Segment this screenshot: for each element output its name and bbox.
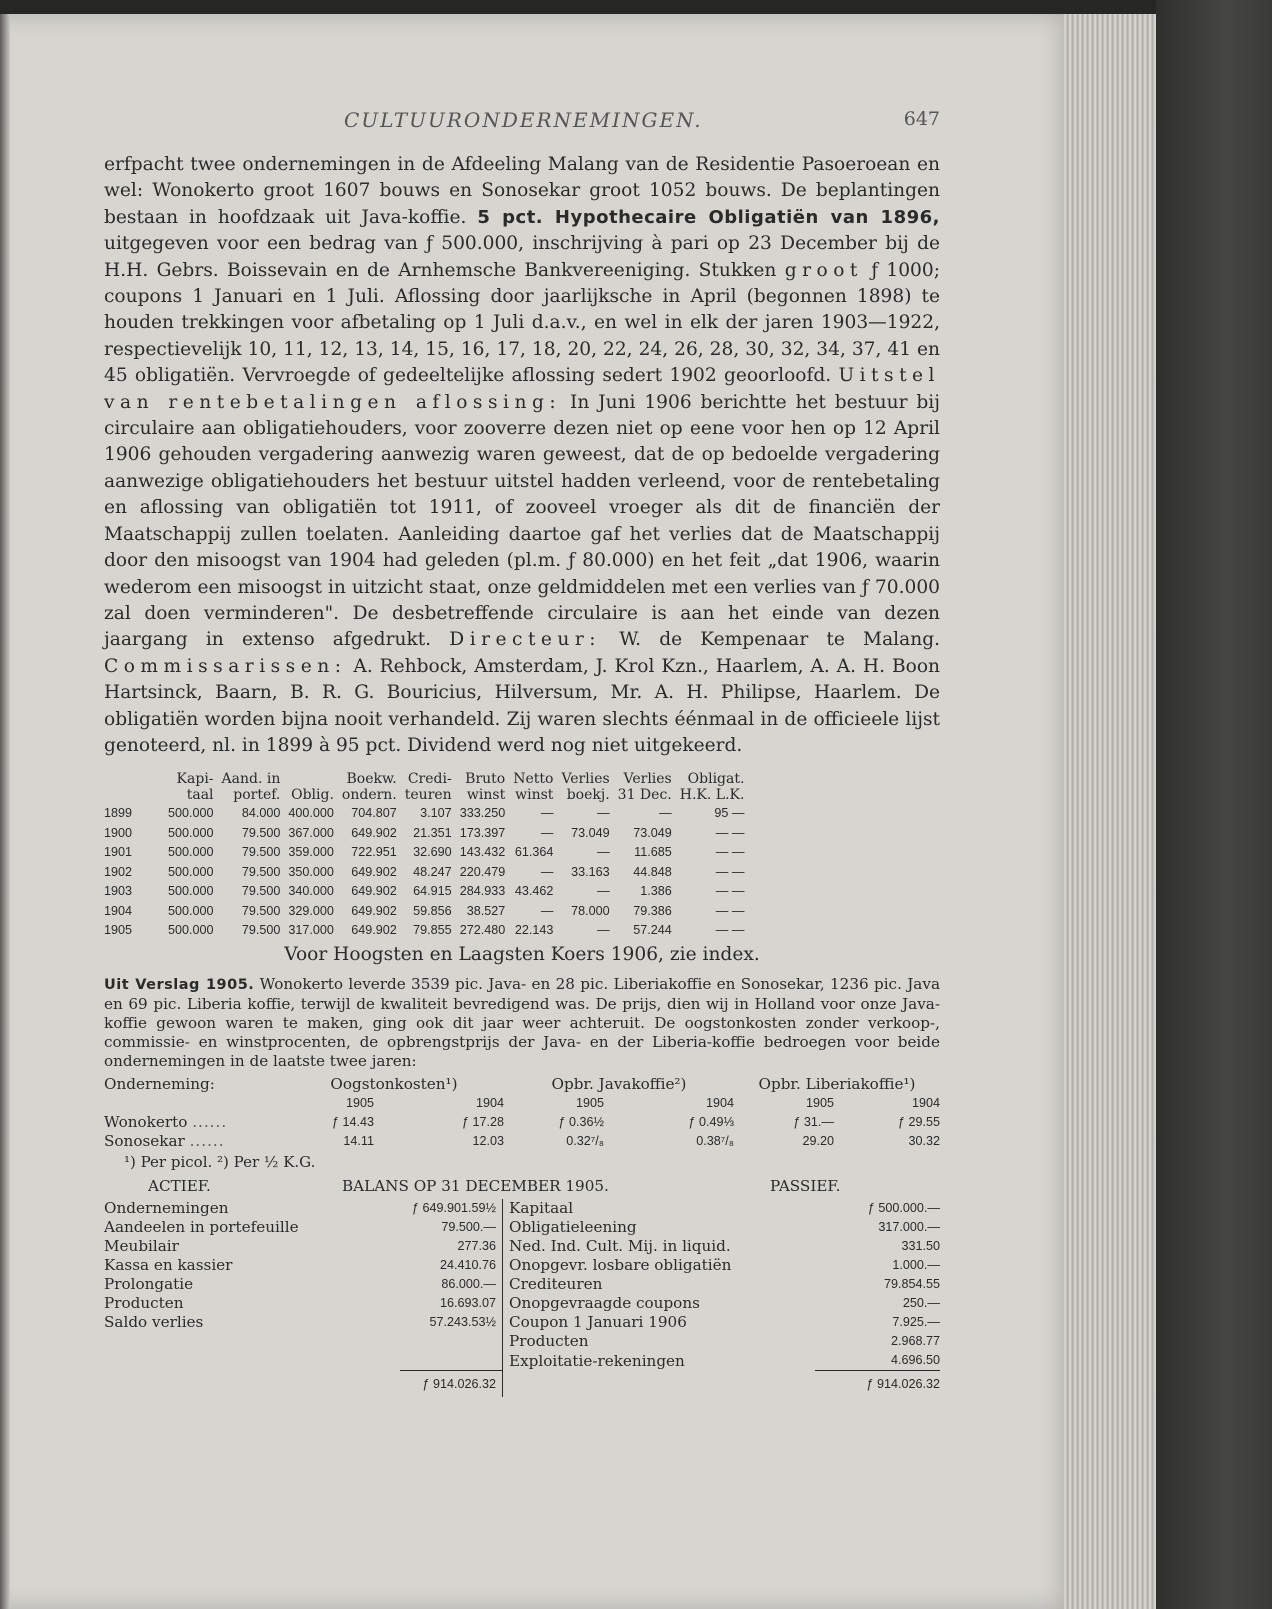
financial-table-header xyxy=(104,771,748,803)
financial-row xyxy=(104,862,748,882)
value-cell: 220.479 xyxy=(459,864,506,879)
page-stack-edge xyxy=(1064,14,1156,1609)
asset-value: 57.243.53½ xyxy=(400,1313,503,1332)
value-cell: 79.500 xyxy=(241,825,281,840)
text-segment: A. Rehbock, Amsterdam, J. Krol Kzn., Haarlem, A. A. H. Boon Hartsinck, Baarn, B. R. G. Bouricius, Hilversum, Mr. A. H. Philipse, Haarlem. De obligatiën worden bijna nooit verhandeld. Zij waren slechts éénmaal in de officieele lijst genoteerd, nl. in 1899 à 95 pct. Dividend werd nog niet uitgekeerd. xyxy=(104,655,940,756)
harvest-value: ƒ 0.36½ xyxy=(558,1115,604,1130)
value-cell: — xyxy=(597,845,610,860)
harvest-row xyxy=(104,1113,940,1132)
company-paragraph xyxy=(104,152,940,759)
harvest-col-liberia: Opbr. Liberiakoffie¹) xyxy=(758,1075,916,1094)
leader-dots: ...... xyxy=(189,1132,225,1151)
value-cell: 340.000 xyxy=(288,884,334,899)
main-text xyxy=(104,152,940,759)
value-cell: — — xyxy=(715,864,745,879)
spaced-term: Commissarissen: xyxy=(104,655,347,677)
value-cell: 78.000 xyxy=(571,903,610,918)
value-cell: 73.049 xyxy=(571,825,610,840)
value-cell: 333.250 xyxy=(459,806,506,821)
liability-label: Crediteuren xyxy=(509,1275,603,1294)
balance-sheet xyxy=(104,1199,940,1397)
asset-label: Aandeelen in portefeuille xyxy=(104,1218,299,1237)
value-cell: 57.244 xyxy=(633,923,672,938)
asset-label: Meubilair xyxy=(104,1237,179,1256)
value-cell: 500.000 xyxy=(168,864,214,879)
financial-row xyxy=(104,823,748,843)
liability-label: Obligatieleening xyxy=(509,1218,637,1237)
liability-label: Ned. Ind. Cult. Mij. in liquid. xyxy=(509,1237,731,1256)
asset-value: 86.000.— xyxy=(400,1275,503,1294)
harvest-value: 0.32⁷/₈ xyxy=(566,1134,604,1149)
estate-name: Sonosekar xyxy=(104,1132,185,1151)
liability-value: 250.— xyxy=(902,1296,940,1311)
value-cell: — xyxy=(597,923,610,938)
liability-label: Onopgevraagde coupons xyxy=(509,1294,700,1313)
value-cell: 649.902 xyxy=(351,825,397,840)
year-label: 1905 xyxy=(345,1096,374,1111)
liability-label: Producten xyxy=(509,1332,589,1351)
liability-value: 1.000.— xyxy=(892,1258,940,1273)
value-cell: 22.143 xyxy=(514,923,554,938)
value-cell: 79.500 xyxy=(241,903,281,918)
balance-row xyxy=(104,1237,940,1256)
value-cell: — xyxy=(659,806,672,821)
value-cell: 33.163 xyxy=(571,864,610,879)
asset-label: Prolongatie xyxy=(104,1275,194,1294)
asset-value: 24.410.76 xyxy=(400,1256,503,1275)
value-cell: — xyxy=(540,903,554,918)
value-cell: 79.500 xyxy=(241,923,281,938)
running-title: CULTUURONDERNEMINGEN. xyxy=(344,108,703,132)
liability-value: ƒ 500.000.— xyxy=(867,1201,940,1216)
book-cover-edge xyxy=(1156,0,1272,1609)
value-cell: 3.107 xyxy=(420,806,452,821)
financial-row xyxy=(104,803,748,823)
liability-value: 331.50 xyxy=(901,1239,940,1254)
asset-value: 79.500.— xyxy=(400,1218,503,1237)
balance-row xyxy=(104,1275,940,1294)
value-cell: 704.807 xyxy=(351,806,397,821)
value-cell: 500.000 xyxy=(168,806,214,821)
col-header: Bruto winst xyxy=(465,771,506,804)
value-cell: 48.247 xyxy=(413,864,452,879)
asset-value: 16.693.07 xyxy=(400,1294,503,1313)
harvest-label-header: Onderneming: xyxy=(104,1075,215,1094)
passief-label: PASSIEF. xyxy=(770,1176,841,1195)
value-cell: 500.000 xyxy=(168,825,214,840)
year-cell: 1905 xyxy=(104,923,133,938)
value-cell: 722.951 xyxy=(351,845,397,860)
value-cell: 73.049 xyxy=(633,825,672,840)
liability-value: 4.696.50 xyxy=(890,1353,940,1368)
total-left: ƒ 914.026.32 xyxy=(400,1370,503,1397)
asset-value: 277.36 xyxy=(400,1237,503,1256)
harvest-col-oogst: Oogstonkosten¹) xyxy=(330,1075,458,1094)
value-cell: 21.351 xyxy=(413,825,452,840)
col-header: Verlies boekj. xyxy=(561,771,610,804)
year-cell: 1899 xyxy=(104,806,133,821)
value-cell: 79.500 xyxy=(241,845,281,860)
balance-row xyxy=(104,1218,940,1237)
value-cell: 500.000 xyxy=(168,903,214,918)
financial-row xyxy=(104,920,748,940)
page-number: 647 xyxy=(903,108,940,130)
balance-row xyxy=(104,1199,940,1218)
asset-label xyxy=(104,1332,400,1351)
value-cell: — — xyxy=(715,903,745,918)
harvest-value: ƒ 17.28 xyxy=(461,1115,504,1130)
estate-name: Wonokerto xyxy=(104,1113,188,1132)
value-cell: — xyxy=(597,884,610,899)
balance-row xyxy=(104,1351,940,1371)
harvest-value: ƒ 31.— xyxy=(793,1115,834,1130)
value-cell: 173.397 xyxy=(459,825,506,840)
value-cell: — xyxy=(540,825,554,840)
value-cell: 79.500 xyxy=(241,884,281,899)
year-label: 1904 xyxy=(475,1096,504,1111)
value-cell: 43.462 xyxy=(514,884,554,899)
liability-value: 79.854.55 xyxy=(883,1277,940,1292)
value-cell: 359.000 xyxy=(288,845,334,860)
text-segment: W. de Kempenaar te Malang. xyxy=(619,629,941,651)
page-left-edge xyxy=(0,14,10,1609)
value-cell: 11.685 xyxy=(634,845,672,860)
value-cell: — xyxy=(540,864,554,879)
col-header: Credi- teuren xyxy=(404,771,452,804)
year-cell: 1900 xyxy=(104,825,133,840)
harvest-value: ƒ 29.55 xyxy=(897,1115,940,1130)
value-cell: 32.690 xyxy=(413,845,452,860)
text-segment: ƒ 1000; coupons 1 Januari en 1 Juli. Aflossing door jaarlijksche in April (begonnen 1898) te houden trekkingen voor afbetaling op 1 Juli d.a.v., en wel in elk der jaren 1903—1922, respectievelijk 10, 11, 12, 13, 14, 15, 16, 17, 18, 20, 22, 24, 26, 28, 30, 32, 34, 37, 41 en 45 obligatiën. Vervroegde of gedeeltelijke aflossing sedert 1902 geoorloofd. xyxy=(104,259,940,387)
verslag-heading: Uit Verslag 1905. xyxy=(104,976,255,993)
asset-label: Ondernemingen xyxy=(104,1199,229,1218)
col-header: Netto winst xyxy=(513,771,554,804)
value-cell: 44.848 xyxy=(633,864,672,879)
year-cell: 1904 xyxy=(104,903,133,918)
balance-row xyxy=(104,1313,940,1332)
value-cell: 59.856 xyxy=(413,903,452,918)
value-cell: — — xyxy=(715,825,745,840)
leader-dots: ...... xyxy=(192,1113,228,1132)
value-cell: — — xyxy=(715,884,745,899)
value-cell: 95 — xyxy=(714,806,745,821)
harvest-col-java: Opbr. Javakoffie²) xyxy=(551,1075,687,1094)
col-header: Verlies 31 Dec. xyxy=(617,771,672,804)
col-header: Kapi- taal xyxy=(176,771,214,804)
text-segment: erfpacht twee ondernemingen in de Afdeeling Malang van de Residentie Pasoeroean en wel: Wonokerto groot 1607 bouws en Sonosekar groot 1052 bouws. De beplantingen bestaan in hoofdzaak uit Java-koffie. xyxy=(104,154,940,228)
verslag-paragraph xyxy=(104,975,940,1071)
harvest-years xyxy=(104,1094,940,1113)
liability-value: 2.968.77 xyxy=(890,1334,940,1349)
koers-note: Voor Hoogsten en Laagsten Koers 1906, zie index. xyxy=(284,943,760,965)
value-cell: — xyxy=(540,806,554,821)
spaced-term: groot xyxy=(784,259,863,281)
actief-label: ACTIEF. xyxy=(148,1176,211,1195)
spaced-term: Directeur: xyxy=(449,629,602,651)
balance-heading xyxy=(104,1177,940,1199)
value-cell: 1.386 xyxy=(640,884,672,899)
bond-title: 5 pct. Hypothecaire Obligatiën van 1896, xyxy=(477,206,940,228)
year-label: 1905 xyxy=(805,1096,834,1111)
harvest-value: 29.20 xyxy=(802,1134,834,1149)
text-segment: uitgegeven voor een bedrag van ƒ 500.000, inschrijving à pari op 23 December bij de H.H. Gebrs. Boissevain en de Arnhemsche Bankvereeniging. Stukken xyxy=(104,233,940,281)
value-cell: — xyxy=(597,806,610,821)
value-cell: 284.933 xyxy=(459,884,506,899)
balance-title: BALANS OP 31 DECEMBER 1905. xyxy=(342,1176,609,1195)
text-segment: In Juni 1906 berichtte het bestuur bij circulaire aan obligatiehouders, voor zooverre dezen niet op eene voor hen op 12 April 1906 gehouden vergadering aanwezig waren geweest, dat de op bedoelde vergadering aanwezige obligatiehouders het bestuur uitstel hadden verleend, voor de rentebetaling en aflossing van obligatiën tot 1911, of zooveel vroeger als dit de financiën der Maatschappij zullen toelaten. Aanleiding daartoe gaf het verlies dat de Maatschappij door den misoogst van 1904 had geleden (pl.m. ƒ 80.000) en het feit „dat 1906, waarin wederom een misoogst in uitzicht staat, onze geldmiddelen met een verlies van ƒ 70.000 zal doen verminderen". De desbetreffende circulaire is aan het einde van dezen jaargang in extenso afgedrukt. xyxy=(104,391,940,651)
value-cell: 143.432 xyxy=(459,845,506,860)
year-cell: 1902 xyxy=(104,864,133,879)
harvest-value: ƒ 14.43 xyxy=(331,1115,374,1130)
balance-row xyxy=(104,1332,940,1351)
col-header: Aand. in portef. xyxy=(221,771,281,804)
asset-value xyxy=(400,1351,503,1371)
harvest-value: 14.11 xyxy=(343,1134,374,1149)
value-cell: 500.000 xyxy=(168,884,214,899)
col-header: Boekw. ondern. xyxy=(341,771,397,804)
year-cell: 1901 xyxy=(104,845,133,860)
footnote: ¹) Per picol. ²) Per ½ K.G. xyxy=(124,1152,316,1171)
asset-label xyxy=(104,1351,400,1371)
value-cell: 79.500 xyxy=(241,864,281,879)
asset-label: Kassa en kassier xyxy=(104,1256,233,1275)
year-cell: 1903 xyxy=(104,884,133,899)
value-cell: 38.527 xyxy=(466,903,506,918)
liability-value: 7.925.— xyxy=(892,1315,940,1330)
financial-table xyxy=(104,771,748,940)
liability-label: Coupon 1 Januari 1906 xyxy=(509,1313,687,1332)
financial-row xyxy=(104,842,748,862)
harvest-value: 30.32 xyxy=(908,1134,940,1149)
page-content xyxy=(104,108,940,1397)
harvest-value: ƒ 0.49⅓ xyxy=(688,1115,734,1130)
asset-label: Producten xyxy=(104,1294,184,1313)
financial-row xyxy=(104,901,748,921)
total-right: ƒ 914.026.32 xyxy=(815,1370,940,1397)
value-cell: 649.902 xyxy=(351,923,397,938)
value-cell: 329.000 xyxy=(288,903,334,918)
col-header xyxy=(104,771,164,803)
liability-value: 317.000.— xyxy=(878,1220,940,1235)
col-header: Oblig. xyxy=(291,787,334,804)
col-header: Obligat. H.K. L.K. xyxy=(679,771,745,804)
value-cell: 272.480 xyxy=(459,923,506,938)
value-cell: 317.000 xyxy=(288,923,334,938)
running-header xyxy=(104,108,940,134)
liability-label: Exploitatie-rekeningen xyxy=(509,1351,685,1370)
value-cell: 649.902 xyxy=(351,864,397,879)
asset-value: ƒ 649.901.59½ xyxy=(400,1199,503,1218)
harvest-header xyxy=(104,1075,940,1094)
value-cell: 84.000 xyxy=(241,806,281,821)
balance-row xyxy=(104,1256,940,1275)
year-label: 1904 xyxy=(705,1096,734,1111)
value-cell: 649.902 xyxy=(351,903,397,918)
value-cell: 350.000 xyxy=(288,864,334,879)
value-cell: 79.386 xyxy=(633,903,672,918)
harvest-value: 12.03 xyxy=(472,1134,504,1149)
year-label: 1904 xyxy=(911,1096,940,1111)
financial-row xyxy=(104,881,748,901)
spaced-term: Uitstel van rentebetalingen aflossing: xyxy=(104,365,940,413)
value-cell: 649.902 xyxy=(351,884,397,899)
value-cell: 79.855 xyxy=(413,923,452,938)
harvest-table xyxy=(104,1075,940,1151)
asset-value xyxy=(400,1332,503,1351)
value-cell: 500.000 xyxy=(168,923,214,938)
value-cell: — — xyxy=(715,923,745,938)
value-cell: 400.000 xyxy=(288,806,334,821)
liability-label: Onopgevr. losbare obligatiën xyxy=(509,1256,732,1275)
value-cell: — — xyxy=(715,845,745,860)
harvest-value: 0.38⁷/₈ xyxy=(696,1134,734,1149)
year-label: 1905 xyxy=(575,1096,604,1111)
harvest-row xyxy=(104,1132,940,1151)
verslag-text: Wonokerto leverde 3539 pic. Java- en 28 pic. Liberiakoffie en Sonosekar, 1236 pic. Java en 69 pic. Liberia koffie, terwijl de kwaliteit bevredigend was. De prijs, dien wij in Holland voor onze Java-koffie gewoon waren te maken, ging ook dit jaar weer achteruit. De oogstonkosten zonder verkoop-, commissie- en winstprocenten, de opbrengstprijs der Java- en der Liberia-koffie bedroegen voor beide ondernemingen in de laatste twee jaren: xyxy=(104,974,941,1070)
asset-label: Saldo verlies xyxy=(104,1313,204,1332)
value-cell: 367.000 xyxy=(288,825,334,840)
value-cell: 500.000 xyxy=(168,845,214,860)
balance-totals xyxy=(104,1370,940,1397)
liability-label: Kapitaal xyxy=(509,1199,574,1218)
value-cell: 64.915 xyxy=(413,884,452,899)
balance-row xyxy=(104,1294,940,1313)
value-cell: 61.364 xyxy=(514,845,554,860)
